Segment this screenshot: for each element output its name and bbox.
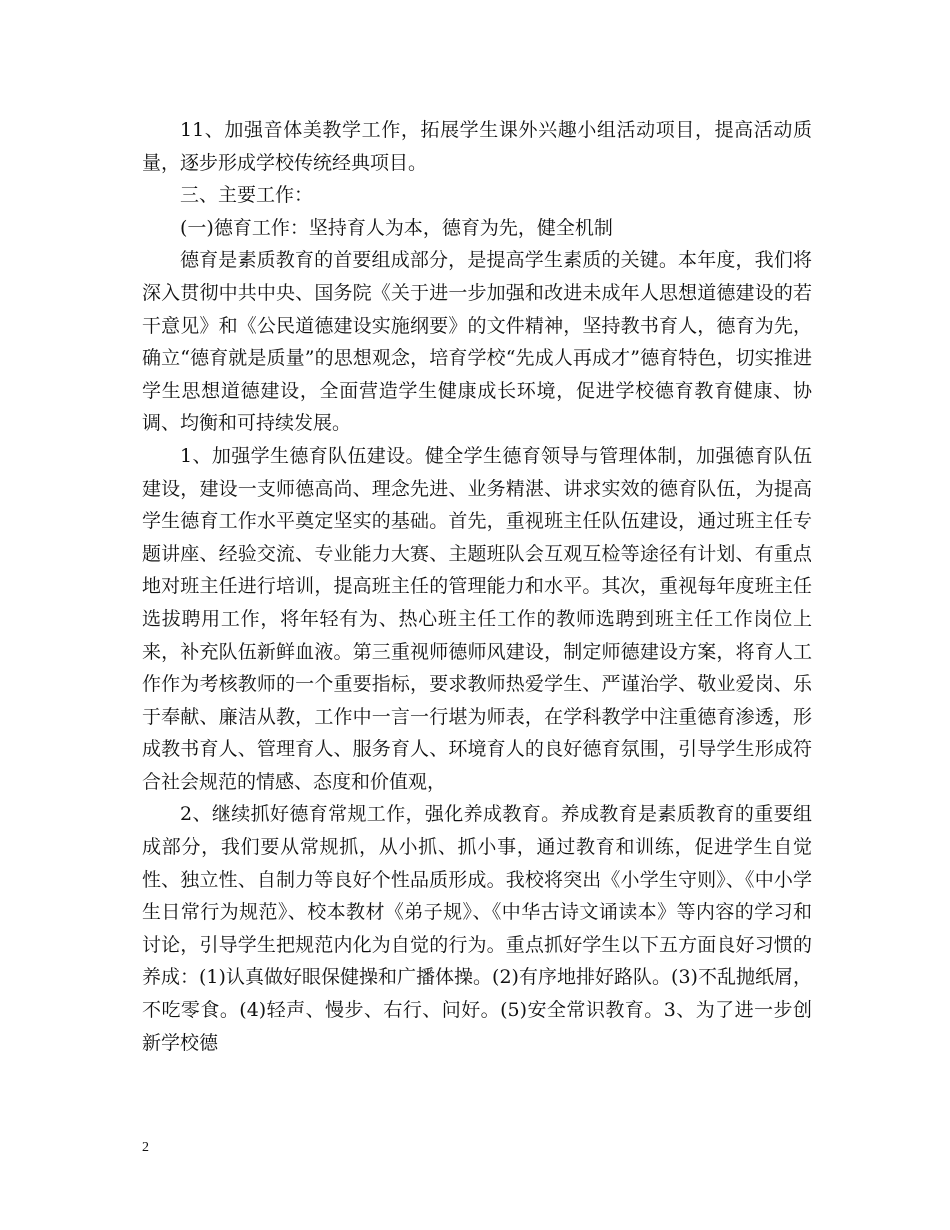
paragraph-moral-education-intro: 德育是素质教育的首要组成部分，是提高学生素质的关键。本年度，我们将深入贯彻中共中央、国务院《关于进一步加强和改进未成年人思想道德建设的若干意见》和《公民道德建设实施纲要》的文件精神，坚持教书育人，德育为先，确立“德育就是质量”的思想观念，培育学校“先成人再成才”德育特色，切实推进学生思想道德建设，全面营造学生健康成长环境，促进学校德育教育健康、协调、均衡和可持续发展。 bbox=[142, 249, 812, 435]
page-number: 2 bbox=[142, 1140, 149, 1155]
section-heading-main-work: 三、主要工作： bbox=[180, 184, 314, 207]
subsection-heading-moral-education: (一)德育工作：坚持育人为本，德育为先，健全机制 bbox=[180, 216, 613, 239]
paragraph-moral-routine-work: 2、继续抓好德育常规工作，强化养成教育。养成教育是素质教育的重要组成部分，我们要从常规抓，从小抓、抓小事，通过教育和训练，促进学生自觉性、独立性、自制力等良好个性品质形成。我校将突出《小学生守则》、《中小学生日常行为规范》、校本教材《弟子规》、《中华古诗文诵读本》等内容的学习和讨论，引导学生把规范内化为自觉的行为。重点抓好学生以下五方面良好习惯的养成：(1)认真做好眼保健操和广播体操。(2)有序地排好路队。(3)不乱抛纸屑，不吃零食。(4)轻声、慢步、右行、问好。(5)安全常识教育。3、为了进一步创新学校德 bbox=[142, 803, 812, 1054]
document-body bbox=[142, 114, 812, 1059]
paragraph-moral-team-building: 1、加强学生德育队伍建设。健全学生德育领导与管理体制，加强德育队伍建设，建设一支师德高尚、理念先进、业务精湛、讲求实效的德育队伍，为提高学生德育工作水平奠定坚实的基础。首先，重视班主任队伍建设，通过班主任专题讲座、经验交流、专业能力大赛、主题班队会互观互检等途径有计划、有重点地对班主任进行培训，提高班主任的管理能力和水平。其次，重视每年度班主任选拔聘用工作，将年轻有为、热心班主任工作的教师选聘到班主任工作岗位上来，补充队伍新鲜血液。第三重视师德师风建设，制定师德建设方案，将育人工作作为考核教师的一个重要指标，要求教师热爱学生、严谨治学、敬业爱岗、乐于奉献、廉洁从教，工作中一言一行堪为师表，在学科教学中注重德育渗透，形成教书育人、管理育人、服务育人、环境育人的良好德育氛围，引导学生形成符合社会规范的情感、态度和价值观， bbox=[142, 444, 812, 793]
paragraph-music-sports-arts: 11、加强音体美教学工作，拓展学生课外兴趣小组活动项目，提高活动质量，逐步形成学校传统经典项目。 bbox=[142, 119, 812, 174]
